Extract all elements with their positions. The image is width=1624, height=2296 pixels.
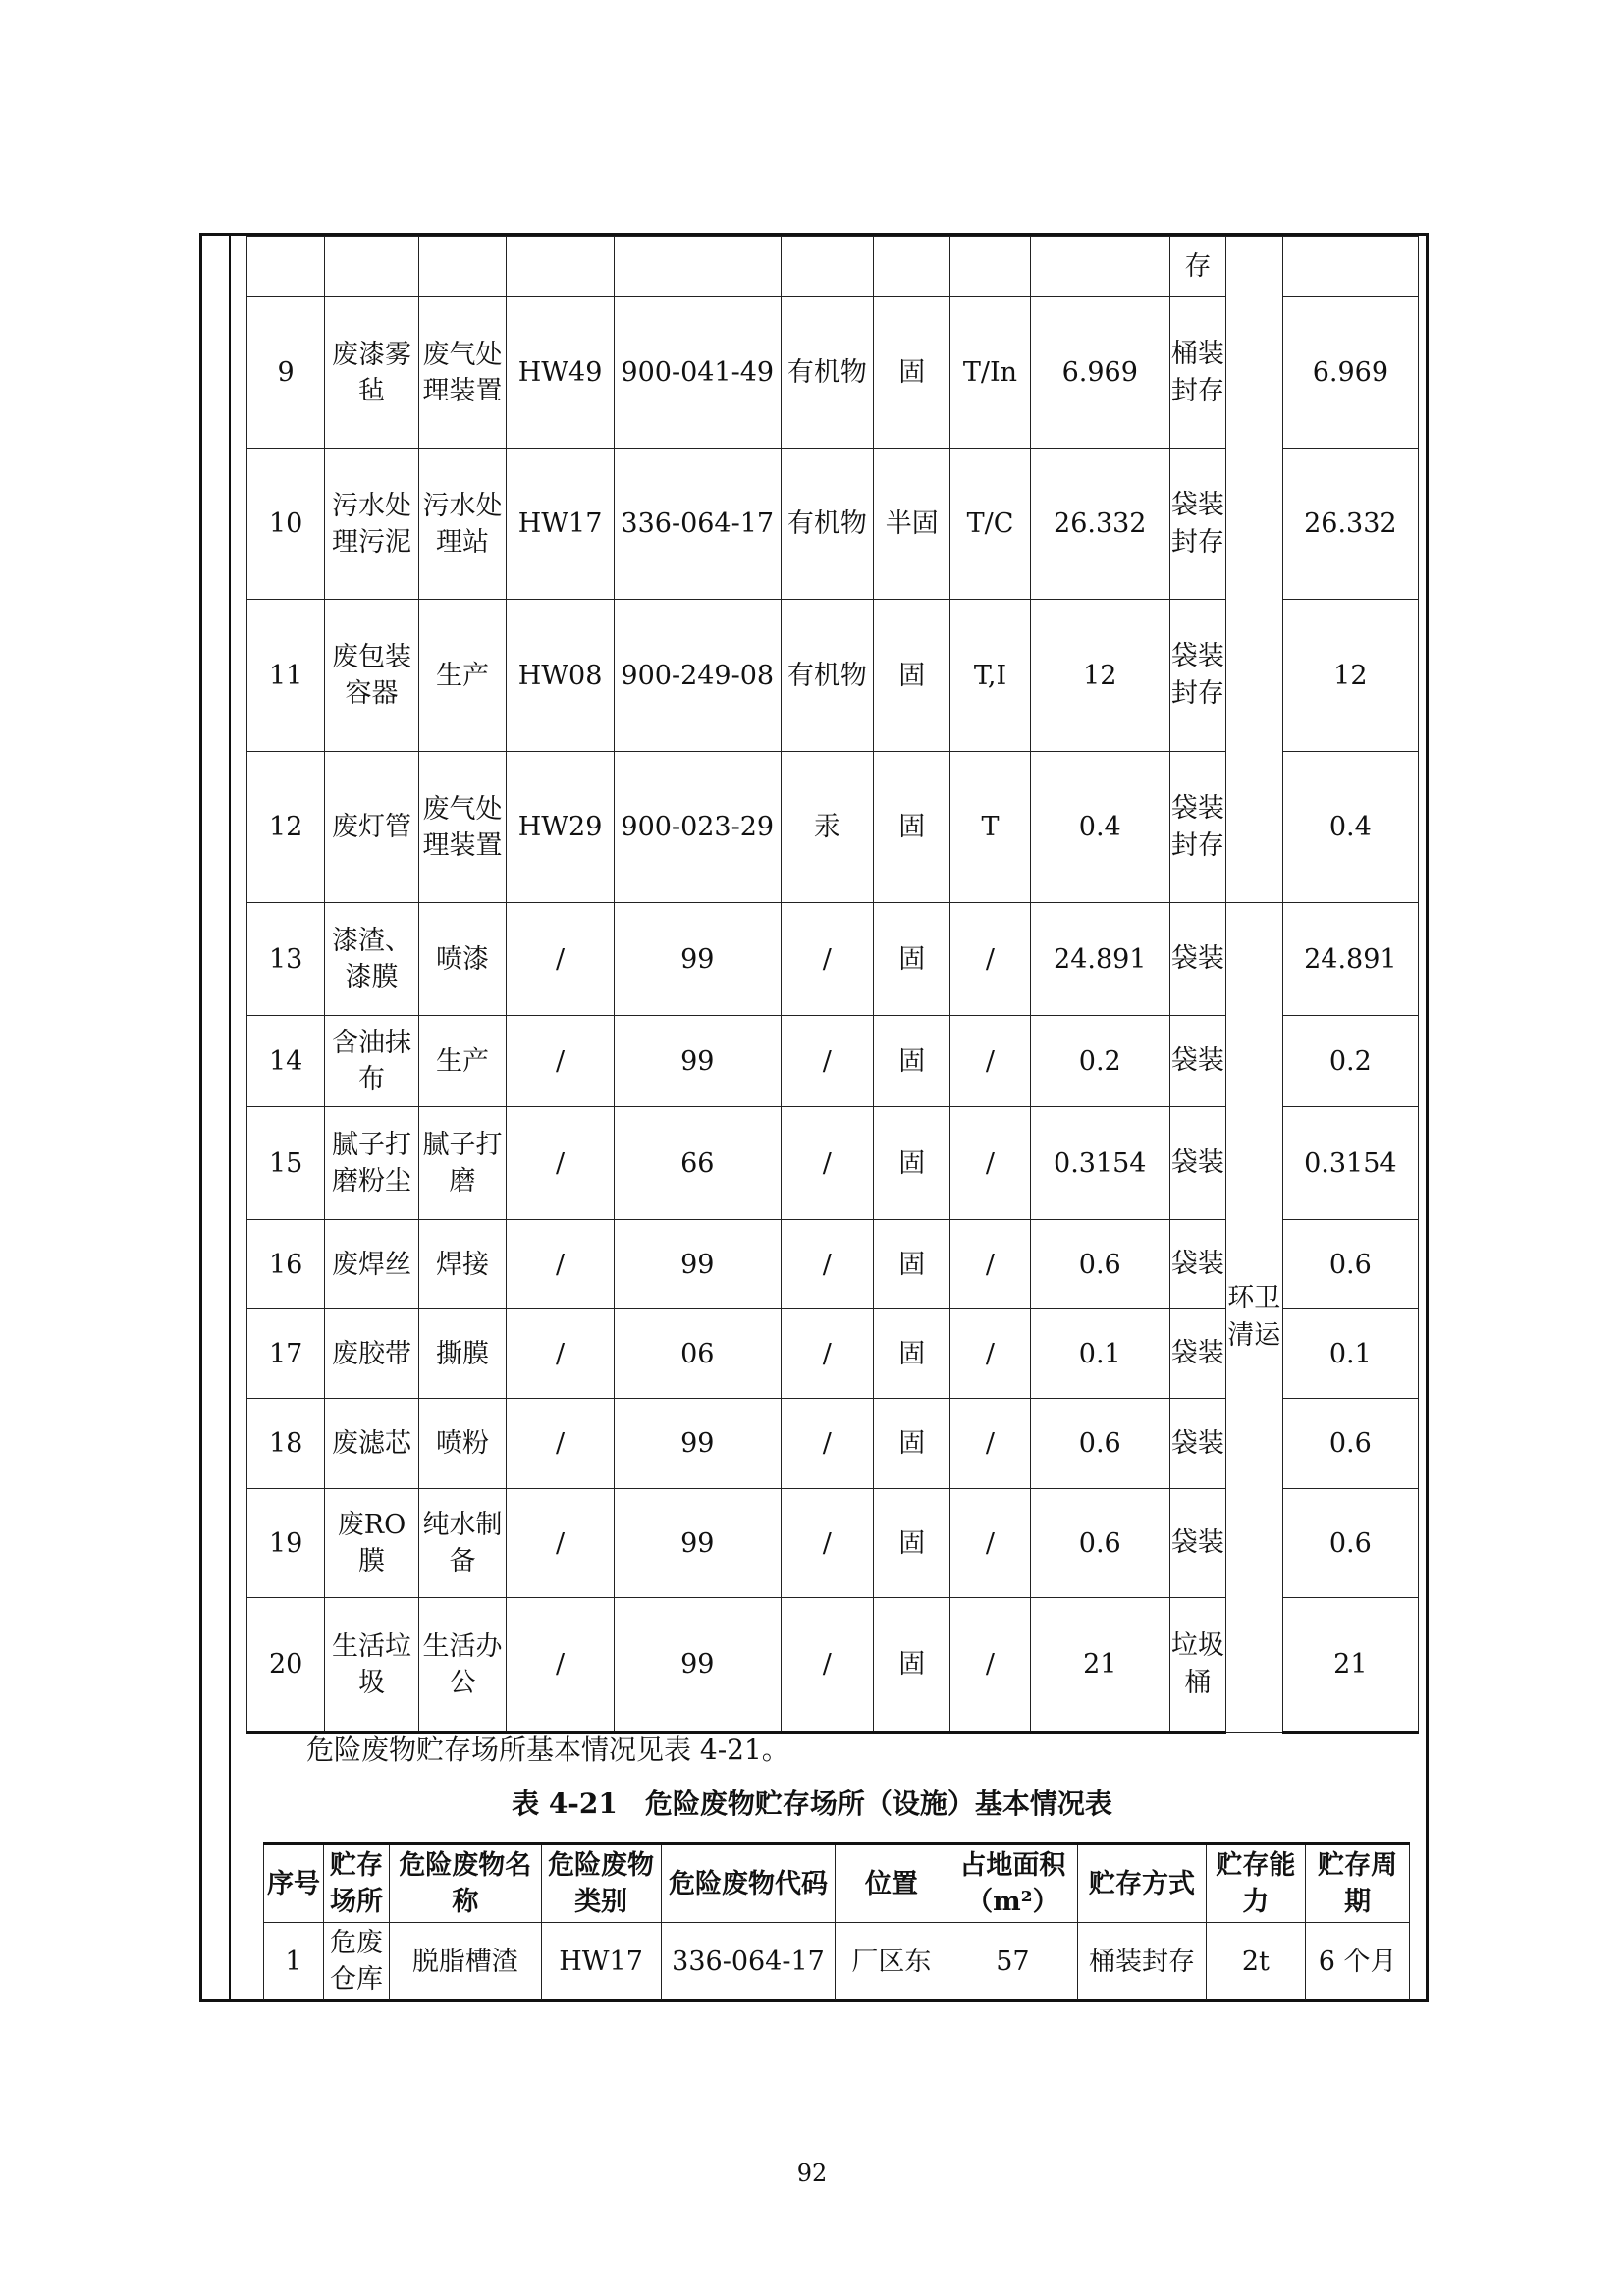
- hazard-cell: /: [950, 903, 1030, 1016]
- category-cell: /: [507, 1309, 615, 1399]
- state-cell: 固: [874, 752, 950, 903]
- state-cell: 固: [874, 600, 950, 752]
- header-cell: 危险废物类别: [541, 1844, 661, 1923]
- merged-cell-sanitation: 环卫清运: [1225, 903, 1282, 1733]
- cell: 厂区东: [836, 1923, 947, 2002]
- table-caption: 表 4-21 危险废物贮存场所（设施）基本情况表: [512, 1788, 1112, 1820]
- code-cell: 99: [614, 1489, 781, 1598]
- header-cell: 占地面积（m²）: [947, 1844, 1078, 1923]
- header-cell: 贮存周期: [1306, 1844, 1410, 1923]
- amount-cell: 0.1: [1030, 1309, 1169, 1399]
- storage-table: [263, 1842, 1410, 2002]
- source-cell: 废气处理装置: [418, 297, 506, 449]
- cell: 脱脂槽渣: [390, 1923, 542, 2002]
- amount-cell: 12: [1030, 600, 1169, 752]
- state-cell: 固: [874, 1309, 950, 1399]
- storage-cell: 垃圾桶: [1169, 1598, 1225, 1733]
- code-cell: 99: [614, 1598, 781, 1733]
- no-cell: 19: [247, 1489, 325, 1598]
- source-cell: 喷漆: [418, 903, 506, 1016]
- form-cell: /: [781, 1016, 874, 1107]
- cell: 6 个月: [1306, 1923, 1410, 2002]
- form-cell: /: [781, 1598, 874, 1733]
- disposal-cell: 0.6: [1282, 1220, 1418, 1309]
- category-cell: /: [507, 1399, 615, 1489]
- no-cell: 9: [247, 297, 325, 449]
- no-cell: 18: [247, 1399, 325, 1489]
- state-cell: 半固: [874, 449, 950, 600]
- form-cell: 有机物: [781, 297, 874, 449]
- waste-table: [246, 236, 1419, 1734]
- name-cell: 废胶带: [325, 1309, 419, 1399]
- source-cell: 撕膜: [418, 1309, 506, 1399]
- name-cell: 废漆雾毡: [325, 297, 419, 449]
- category-cell: /: [507, 903, 615, 1016]
- storage-data-row: [264, 1923, 1410, 2002]
- state-cell: 固: [874, 1220, 950, 1309]
- source-cell: 污水处理站: [418, 449, 506, 600]
- code-cell: 99: [614, 903, 781, 1016]
- cell: HW17: [541, 1923, 661, 2002]
- storage-cell: 袋装封存: [1169, 752, 1225, 903]
- amount-cell: 0.4: [1030, 752, 1169, 903]
- disposal-cell: 24.891: [1282, 903, 1418, 1016]
- state-cell: 固: [874, 1107, 950, 1220]
- hazard-cell: T/C: [950, 449, 1030, 600]
- hazard-cell: /: [950, 1489, 1030, 1598]
- amount-cell: 0.6: [1030, 1220, 1169, 1309]
- hazard-cell: T: [950, 752, 1030, 903]
- code-cell: 900-041-49: [614, 297, 781, 449]
- source-cell: 生活办公: [418, 1598, 506, 1733]
- state-cell: 固: [874, 1016, 950, 1107]
- hazard-cell: /: [950, 1399, 1030, 1489]
- source-cell: 喷粉: [418, 1399, 506, 1489]
- amount-cell: 24.891: [1030, 903, 1169, 1016]
- disposal-cell: 0.6: [1282, 1489, 1418, 1598]
- storage-cell: 袋装: [1169, 1016, 1225, 1107]
- storage-cell: 袋装: [1169, 903, 1225, 1016]
- name-cell: 生活垃圾: [325, 1598, 419, 1733]
- hazard-cell: /: [950, 1309, 1030, 1399]
- no-cell: 10: [247, 449, 325, 600]
- storage-cell: 袋装封存: [1169, 600, 1225, 752]
- disposal-cell: 0.4: [1282, 752, 1418, 903]
- amount-cell: 0.6: [1030, 1399, 1169, 1489]
- name-cell: 腻子打磨粉尘: [325, 1107, 419, 1220]
- code-cell: 66: [614, 1107, 781, 1220]
- code-cell: 06: [614, 1309, 781, 1399]
- form-cell: /: [781, 1107, 874, 1220]
- code-cell: 99: [614, 1016, 781, 1107]
- source-cell: 废气处理装置: [418, 752, 506, 903]
- no-cell: 20: [247, 1598, 325, 1733]
- header-cell: 贮存能力: [1206, 1844, 1306, 1923]
- code-cell: 99: [614, 1399, 781, 1489]
- header-cell: 贮存场所: [323, 1844, 389, 1923]
- state-cell: 固: [874, 903, 950, 1016]
- category-cell: /: [507, 1489, 615, 1598]
- name-cell: 废焊丝: [325, 1220, 419, 1309]
- category-cell: /: [507, 1107, 615, 1220]
- amount-cell: 0.2: [1030, 1016, 1169, 1107]
- storage-cell: 存: [1169, 237, 1225, 297]
- table-row: [247, 237, 1419, 297]
- hazard-cell: /: [950, 1598, 1030, 1733]
- code-cell: 900-249-08: [614, 600, 781, 752]
- state-cell: 固: [874, 297, 950, 449]
- disposal-cell: 0.1: [1282, 1309, 1418, 1399]
- disposal-cell: 0.3154: [1282, 1107, 1418, 1220]
- storage-cell: 袋装: [1169, 1220, 1225, 1309]
- cell: 57: [947, 1923, 1078, 2002]
- amount-cell: 0.6: [1030, 1489, 1169, 1598]
- name-cell: 废RO膜: [325, 1489, 419, 1598]
- no-cell: 15: [247, 1107, 325, 1220]
- disposal-cell: 12: [1282, 600, 1418, 752]
- cell: 1: [264, 1923, 324, 2002]
- name-cell: 污水处理污泥: [325, 449, 419, 600]
- amount-cell: 6.969: [1030, 297, 1169, 449]
- hazard-cell: /: [950, 1220, 1030, 1309]
- storage-cell: 袋装封存: [1169, 449, 1225, 600]
- code-cell: 99: [614, 1220, 781, 1309]
- category-cell: HW49: [507, 297, 615, 449]
- disposal-cell: 6.969: [1282, 297, 1418, 449]
- hazard-cell: T,I: [950, 600, 1030, 752]
- source-cell: 生产: [418, 600, 506, 752]
- form-cell: 汞: [781, 752, 874, 903]
- cell: 危废仓库: [323, 1923, 389, 2002]
- intro-text: 危险废物贮存场所基本情况见表 4-21。: [306, 1734, 789, 1766]
- form-cell: /: [781, 1220, 874, 1309]
- cell: 2t: [1206, 1923, 1306, 2002]
- source-cell: 纯水制备: [418, 1489, 506, 1598]
- disposal-cell: 0.6: [1282, 1399, 1418, 1489]
- name-cell: 废灯管: [325, 752, 419, 903]
- amount-cell: 26.332: [1030, 449, 1169, 600]
- disposal-cell: 0.2: [1282, 1016, 1418, 1107]
- no-cell: 13: [247, 903, 325, 1016]
- category-cell: HW29: [507, 752, 615, 903]
- name-cell: 含油抹布: [325, 1016, 419, 1107]
- storage-cell: 桶装封存: [1169, 297, 1225, 449]
- frame-inner-line: [229, 233, 231, 2002]
- storage-cell: 袋装: [1169, 1309, 1225, 1399]
- no-cell: 17: [247, 1309, 325, 1399]
- disposal-cell: 21: [1282, 1598, 1418, 1733]
- disposal-cell: 26.332: [1282, 449, 1418, 600]
- header-cell: 序号: [264, 1844, 324, 1923]
- form-cell: 有机物: [781, 449, 874, 600]
- header-cell: 危险废物代码: [661, 1844, 836, 1923]
- form-cell: /: [781, 903, 874, 1016]
- merged-cell-blank: [1225, 237, 1282, 903]
- state-cell: 固: [874, 1399, 950, 1489]
- storage-cell: 袋装: [1169, 1489, 1225, 1598]
- header-cell: 位置: [836, 1844, 947, 1923]
- name-cell: 漆渣、漆膜: [325, 903, 419, 1016]
- state-cell: 固: [874, 1489, 950, 1598]
- category-cell: HW17: [507, 449, 615, 600]
- category-cell: /: [507, 1220, 615, 1309]
- source-cell: 腻子打磨: [418, 1107, 506, 1220]
- hazard-cell: /: [950, 1107, 1030, 1220]
- form-cell: /: [781, 1309, 874, 1399]
- cell: 336-064-17: [661, 1923, 836, 2002]
- storage-header-row: [264, 1844, 1410, 1923]
- source-cell: 生产: [418, 1016, 506, 1107]
- cell: 桶装封存: [1078, 1923, 1206, 2002]
- category-cell: HW08: [507, 600, 615, 752]
- page-number: 92: [796, 2160, 828, 2187]
- category-cell: /: [507, 1598, 615, 1733]
- state-cell: 固: [874, 1598, 950, 1733]
- storage-cell: 袋装: [1169, 1107, 1225, 1220]
- no-cell: 16: [247, 1220, 325, 1309]
- form-cell: 有机物: [781, 600, 874, 752]
- code-cell: 336-064-17: [614, 449, 781, 600]
- form-cell: /: [781, 1399, 874, 1489]
- hazard-cell: /: [950, 1016, 1030, 1107]
- header-cell: 贮存方式: [1078, 1844, 1206, 1923]
- storage-cell: 袋装: [1169, 1399, 1225, 1489]
- header-cell: 危险废物名称: [390, 1844, 542, 1923]
- table-row: [247, 903, 1419, 1016]
- name-cell: 废滤芯: [325, 1399, 419, 1489]
- no-cell: 11: [247, 600, 325, 752]
- no-cell: 12: [247, 752, 325, 903]
- source-cell: 焊接: [418, 1220, 506, 1309]
- amount-cell: 21: [1030, 1598, 1169, 1733]
- amount-cell: 0.3154: [1030, 1107, 1169, 1220]
- waste-table-body: [247, 237, 1419, 1733]
- category-cell: /: [507, 1016, 615, 1107]
- form-cell: /: [781, 1489, 874, 1598]
- no-cell: 14: [247, 1016, 325, 1107]
- code-cell: 900-023-29: [614, 752, 781, 903]
- name-cell: 废包装容器: [325, 600, 419, 752]
- hazard-cell: T/In: [950, 297, 1030, 449]
